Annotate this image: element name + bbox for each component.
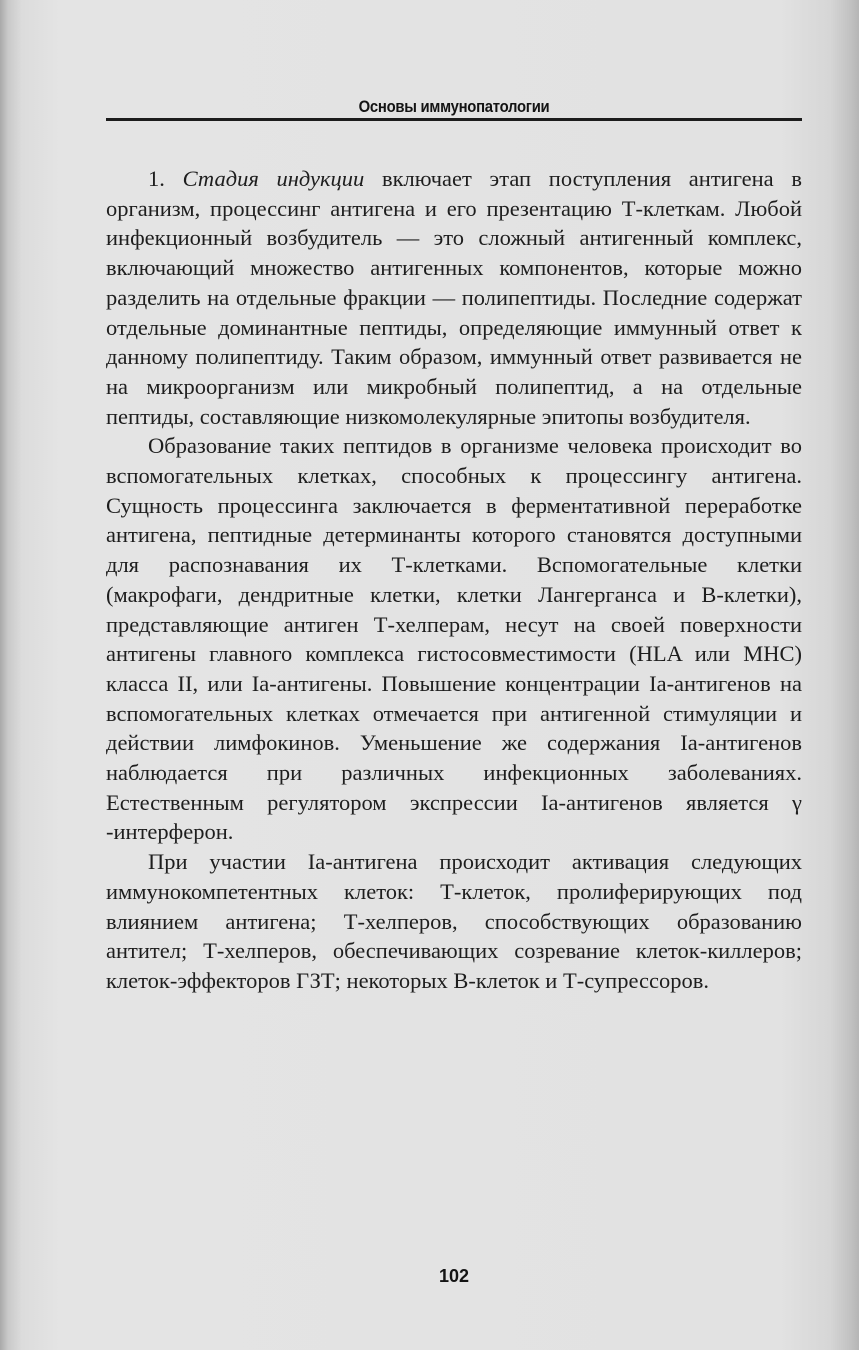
paragraph-3: При участии Iа-антигена происходит активация следующих иммунокомпетентных клеток: Т-клеток, пролиферирующих под влиянием антигена; Т-хелперов, способствующих образованию антител; Т-хелперов, обеспечивающих созревание клеток-киллеров; клеток-эффекторов ГЗТ; некоторых В-клеток и Т-супрессоров. bbox=[106, 849, 802, 993]
paragraph-1-text: включает этап поступления антигена в организм, процессинг антигена и его презентацию Т-клеткам. Любой инфекционный возбудитель — это сложный антигенный комплекс, включающий множество антигенных компонентов, которые можно разделить на отдельные фракции — полипептиды. Последние содержат отдельные доминантные пептиды, определяющие иммунный ответ к данному полипептиду. Таким образом, иммунный ответ развивается не на микроорганизм или микробный полипептид, а на отдельные пептиды, составляющие низкомолекулярные эпитопы возбудителя. bbox=[106, 166, 802, 429]
header-rule bbox=[106, 118, 802, 121]
paragraph-1 bbox=[106, 164, 802, 431]
page-number: 102 bbox=[438, 1266, 470, 1286]
paragraph-2: Образование таких пептидов в организме человека происходит во вспомогательных клетках, способных к процессингу антигена. Сущность процессинга заключается в ферментативной переработке антигена, пептидные детерминанты которого становятся доступными для распознавания их Т-клетками. Вспомогательные клетки (макрофаги, дендритные клетки, клетки Лангерганса и В-клетки), представляющие антиген Т-хелперам, несут на своей поверхности антигены главного комплекса гистосовместимости (HLA или МНС) класса II, или Iа-антигены. Повышение концентрации Iа-антигенов на вспомогательных клетках отмечается при антигенной стимуляции и действии лимфокинов. Уменьшение же содержания Iа-антигенов наблюдается при различных инфекционных заболеваниях. Естественным регулятором экспрессии Iа-антигенов является γ -интерферон. bbox=[106, 433, 802, 845]
running-header bbox=[106, 98, 802, 117]
stage-term: Стадия индукции bbox=[182, 166, 365, 191]
body-text bbox=[106, 164, 802, 996]
running-title: Основы иммунопатологии bbox=[358, 98, 550, 116]
paragraph-number: 1. bbox=[148, 166, 165, 191]
